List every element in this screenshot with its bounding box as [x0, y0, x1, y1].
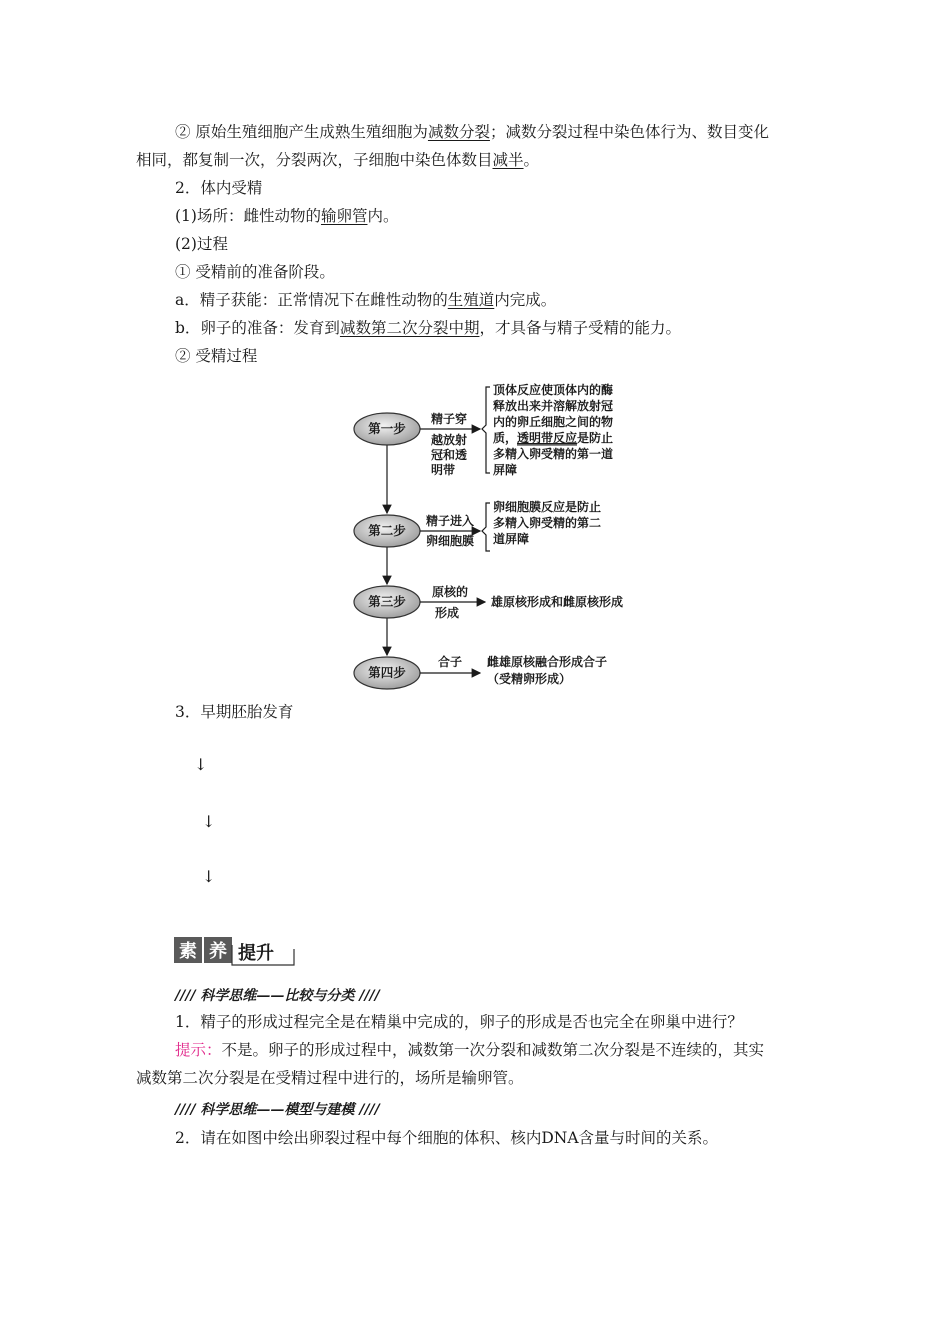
literacy-banner: [174, 935, 298, 967]
slash-ornament: ////: [354, 988, 380, 1004]
hint-1-line2: 减数第二次分裂是在受精过程中进行的，场所是输卵管。: [136, 1069, 524, 1087]
fertilization-site: (1)场所：雌性动物的输卵管内。: [175, 207, 399, 225]
step1-bracket: [482, 387, 490, 473]
banner-char-2: 养: [209, 941, 227, 962]
fertilization-process: (2)过程: [175, 235, 228, 253]
step-node-3-label: 第三步: [368, 594, 406, 609]
literacy-heading-1: //// 科学思维——比较与分类 ////: [175, 988, 380, 1004]
step2-action-line1: 精子进入: [426, 514, 475, 528]
step2-result-line1: 卵细胞膜反应是防止: [493, 500, 602, 514]
section-title-fertilization: 2．体内受精: [175, 179, 263, 197]
preparation-stage: ① 受精前的准备阶段。: [175, 263, 335, 281]
step4-action: 合子: [438, 655, 463, 669]
step-node-2-label: 第二步: [368, 523, 406, 538]
slash-ornament: ////: [354, 1102, 380, 1118]
step3-result: 雄原核形成和雌原核形成: [491, 595, 624, 609]
sperm-capacitation: a．精子获能：正常情况下在雌性动物的生殖道内完成。: [175, 291, 557, 309]
step4-result-line1: 雌雄原核融合形成合子: [487, 655, 608, 669]
answer-meiosis-ii-metaphase: 减数第二次分裂中期: [339, 319, 480, 337]
step1-result-line1: 顶体反应使顶体内的酶: [493, 383, 614, 397]
slash-ornament: ////: [175, 988, 201, 1004]
literacy-heading-2: //// 科学思维——模型与建模 ////: [175, 1102, 380, 1118]
question-1: 1．精子的形成过程完全是在精巢中完成的，卵子的形成是否也完全在卵巢中进行？: [175, 1013, 743, 1031]
down-arrow-icon: ↓: [202, 867, 216, 886]
step-node-4-label: 第四步: [368, 665, 406, 680]
fertilization-flow-diagram: [340, 375, 650, 695]
step2-action-line2: 卵细胞膜: [426, 534, 475, 548]
answer-meiosis: 减数分裂: [427, 123, 490, 141]
step1-result-line5: 多精入卵受精的第一道: [493, 447, 614, 461]
step1-result-line3: 内的卵丘细胞之间的物: [493, 415, 614, 429]
banner-rest: 提升: [238, 943, 274, 964]
section-title-embryo: 3．早期胚胎发育: [175, 703, 294, 721]
step2-bracket: [482, 503, 490, 551]
egg-preparation: b．卵子的准备：发育到减数第二次分裂中期，才具备与精子受精的能力。: [175, 319, 681, 337]
down-arrow-icon: ↓: [194, 755, 208, 774]
step1-action-line2: 越放射: [431, 433, 468, 447]
paragraph-meiosis-line2: 相同，都复制一次，分裂两次，子细胞中染色体数目减半。: [136, 151, 540, 169]
step2-result-line3: 道屏障: [493, 532, 530, 546]
paragraph-meiosis-line1: ② 原始生殖细胞产生成熟生殖细胞为减数分裂；减数分裂过程中染色体行为、数目变化: [175, 123, 769, 141]
answer-genital-tract: 生殖道: [447, 291, 495, 309]
step1-action-line3: 冠和透: [431, 448, 468, 462]
step1-action-line1: 精子穿: [431, 412, 468, 426]
step2-result-line2: 多精入卵受精的第二: [493, 516, 602, 530]
step-node-1-label: 第一步: [368, 421, 406, 436]
step1-result-line6: 屏障: [493, 463, 518, 477]
fertilization-steps-heading: ② 受精过程: [175, 347, 258, 365]
slash-ornament: ////: [175, 1102, 201, 1118]
down-arrow-icon: ↓: [202, 812, 216, 831]
banner-char-1: 素: [179, 941, 197, 962]
hint-1-line1: 提示：不是。卵子的形成过程中，减数第一次分裂和减数第二次分裂是不连续的，其实: [175, 1041, 765, 1059]
answer-halved: 减半: [492, 151, 524, 169]
step1-result-line2: 释放出来并溶解放射冠: [493, 399, 614, 413]
answer-oviduct: 输卵管: [320, 207, 368, 225]
hint-label: 提示：: [175, 1041, 222, 1059]
step3-action-line2: 形成: [435, 606, 460, 620]
step1-result-line4: 质，透明带反应是防止: [493, 431, 614, 445]
step1-action-line4: 明带: [431, 463, 456, 477]
question-2: 2．请在如图中绘出卵裂过程中每个细胞的体积、核内DNA含量与时间的关系。: [175, 1129, 719, 1147]
step3-action-line1: 原核的: [432, 585, 469, 599]
step4-result-line2: （受精卵形成）: [487, 672, 572, 686]
